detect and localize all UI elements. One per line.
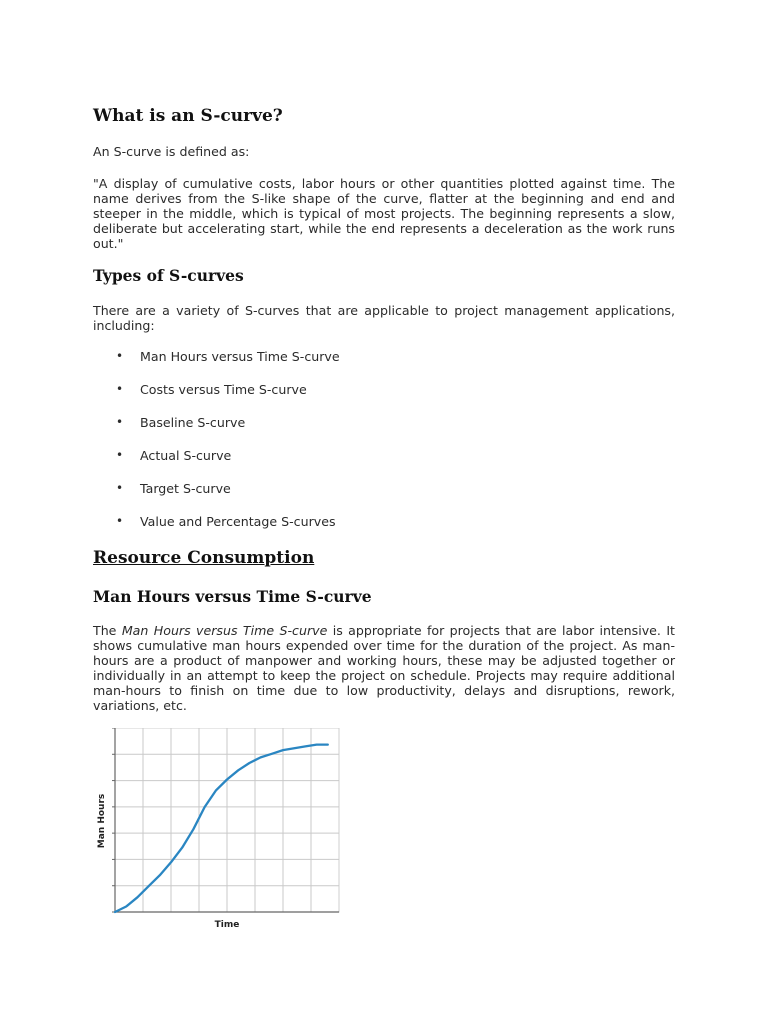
list-item-label: Actual S-curve xyxy=(140,448,232,463)
y-axis-label: Man Hours xyxy=(97,793,107,849)
man-hours-paragraph xyxy=(93,623,675,713)
bullet-icon: • xyxy=(116,415,124,429)
list-item-label: Target S-curve xyxy=(140,481,231,496)
bullet-icon: • xyxy=(116,481,124,495)
heading-types-of-s-curves: Types of S-curves xyxy=(93,266,244,285)
x-axis-label: Time xyxy=(214,920,240,930)
bullet-icon: • xyxy=(116,349,124,363)
para-body: is appropriate for projects that are labor intensive. It shows cumulative man hours expended over time for the duration of the project. As man-hours are a product of manpower and working hours, these may be adjusted together or individually in an attempt to keep the project on schedule. Projects may require additional man-hours to finish on time due to low productivity, delays and disruptions, rework, variations, etc. xyxy=(93,623,675,713)
bullet-icon: • xyxy=(116,448,124,462)
list-item-label: Costs versus Time S-curve xyxy=(140,382,307,397)
chart-grid xyxy=(115,728,339,912)
list-item-label: Man Hours versus Time S-curve xyxy=(140,349,340,364)
heading-what-is-s-curve: What is an S-curve? xyxy=(93,106,283,126)
definition-intro: An S-curve is defined as: xyxy=(93,144,250,159)
chart-svg xyxy=(93,728,343,930)
list-item-label: Value and Percentage S-curves xyxy=(140,514,336,529)
para-prefix: The xyxy=(93,623,122,638)
s-curve-chart xyxy=(93,728,343,930)
list-item-label: Baseline S-curve xyxy=(140,415,246,430)
bullet-icon: • xyxy=(116,514,124,528)
heading-resource-consumption: Resource Consumption xyxy=(93,548,315,568)
definition-quote: "A display of cumulative costs, labor hours or other quantities plotted against time. The name derives from the S-like shape of the curve, flatter at the beginning and end and steeper in the middle, which is typical of most projects. The beginning represents a slow, deliberate but accelerating start, while the end represents a deceleration as the work runs out." xyxy=(93,176,675,251)
para-emphasis: Man Hours versus Time S-curve xyxy=(121,623,328,638)
bullet-icon: • xyxy=(116,382,124,396)
heading-man-hours-vs-time: Man Hours versus Time S-curve xyxy=(93,587,372,606)
types-intro: There are a variety of S-curves that are applicable to project management applications, including: xyxy=(93,303,675,333)
